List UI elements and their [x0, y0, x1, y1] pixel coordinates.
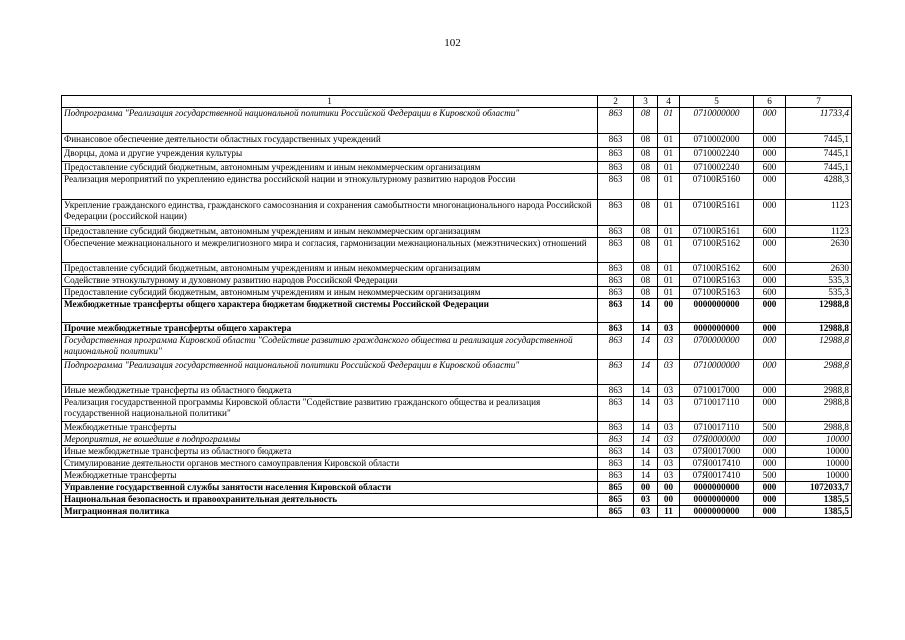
row-name-cell: Подпрограмма "Реализация государственной национальной политики Российской Федерации в Кировской области" — [62, 360, 598, 385]
row-admin-code-cell: 863 — [598, 335, 634, 360]
row-expense-type-cell: 000 — [754, 506, 786, 518]
row-target-article-cell: 07100R5163 — [680, 287, 754, 299]
table-row — [62, 108, 852, 134]
header-cell: 2 — [598, 96, 634, 108]
header-cell: 1 — [62, 96, 598, 108]
row-expense-type-cell: 000 — [754, 458, 786, 470]
row-subsection-cell: 03 — [658, 458, 680, 470]
row-name-cell: Содействие этнокультурному и духовному развитию народов Российской Федерации — [62, 275, 598, 287]
row-subsection-cell: 03 — [658, 323, 680, 335]
row-admin-code-cell: 863 — [598, 174, 634, 200]
row-expense-type-cell: 600 — [754, 287, 786, 299]
table-row — [62, 470, 852, 482]
row-subsection-cell: 01 — [658, 148, 680, 162]
row-amount-cell: 12988,8 — [786, 335, 852, 360]
row-section-cell: 08 — [634, 226, 658, 238]
header-cell: 7 — [786, 96, 852, 108]
header-cell: 3 — [634, 96, 658, 108]
row-admin-code-cell: 863 — [598, 287, 634, 299]
row-amount-cell: 10000 — [786, 458, 852, 470]
table-row — [62, 335, 852, 360]
row-target-article-cell: 07100R5161 — [680, 226, 754, 238]
row-subsection-cell: 01 — [658, 134, 680, 148]
row-amount-cell: 2988,8 — [786, 385, 852, 397]
table-row — [62, 385, 852, 397]
row-expense-type-cell: 000 — [754, 385, 786, 397]
row-target-article-cell: 07Я0017410 — [680, 470, 754, 482]
row-amount-cell: 4288,3 — [786, 174, 852, 200]
row-name-cell: Межбюджетные трансферты общего характера бюджетам бюджетной системы Российской Федерации — [62, 299, 598, 323]
row-admin-code-cell: 863 — [598, 470, 634, 482]
row-expense-type-cell: 000 — [754, 397, 786, 422]
row-target-article-cell: 0000000000 — [680, 482, 754, 494]
row-name-cell: Реализация государственной программы Кировской области "Содействие развитию гражданского общества и реализация государственной национальной политики" — [62, 397, 598, 422]
row-expense-type-cell: 000 — [754, 134, 786, 148]
row-target-article-cell: 07Я0000000 — [680, 434, 754, 446]
row-admin-code-cell: 865 — [598, 482, 634, 494]
table-row — [62, 482, 852, 494]
row-amount-cell: 10000 — [786, 446, 852, 458]
row-target-article-cell: 0710017110 — [680, 397, 754, 422]
row-name-cell: Национальная безопасность и правоохранительная деятельность — [62, 494, 598, 506]
row-target-article-cell: 0710017110 — [680, 422, 754, 434]
row-name-cell: Укрепление гражданского единства, гражданского самосознания и сохранения самобытности многонационального народа Российской Федерации (российской нации) — [62, 200, 598, 226]
row-section-cell: 14 — [634, 335, 658, 360]
row-target-article-cell: 07100R5161 — [680, 200, 754, 226]
table-row — [62, 275, 852, 287]
row-admin-code-cell: 863 — [598, 446, 634, 458]
row-name-cell: Иные межбюджетные трансферты из областного бюджета — [62, 446, 598, 458]
row-expense-type-cell: 000 — [754, 108, 786, 134]
row-expense-type-cell: 000 — [754, 434, 786, 446]
row-target-article-cell: 0000000000 — [680, 299, 754, 323]
row-expense-type-cell: 000 — [754, 174, 786, 200]
row-subsection-cell: 01 — [658, 226, 680, 238]
page-number: 102 — [444, 37, 461, 49]
row-name-cell: Дворцы, дома и другие учреждения культуры — [62, 148, 598, 162]
row-target-article-cell: 07100R5160 — [680, 174, 754, 200]
row-admin-code-cell: 863 — [598, 162, 634, 174]
row-amount-cell: 12988,8 — [786, 323, 852, 335]
table-row — [62, 226, 852, 238]
row-amount-cell: 2630 — [786, 238, 852, 263]
row-name-cell: Стимулирование деятельности органов местного самоуправления Кировской области — [62, 458, 598, 470]
row-target-article-cell: 0700000000 — [680, 335, 754, 360]
row-target-article-cell: 0710017000 — [680, 385, 754, 397]
row-expense-type-cell: 000 — [754, 360, 786, 385]
header-cell: 4 — [658, 96, 680, 108]
row-target-article-cell: 07100R5162 — [680, 263, 754, 275]
row-subsection-cell: 03 — [658, 422, 680, 434]
table-row — [62, 200, 852, 226]
row-section-cell: 08 — [634, 275, 658, 287]
row-section-cell: 14 — [634, 299, 658, 323]
table-row — [62, 434, 852, 446]
row-expense-type-cell: 500 — [754, 470, 786, 482]
row-amount-cell: 2630 — [786, 263, 852, 275]
row-subsection-cell: 03 — [658, 446, 680, 458]
row-admin-code-cell: 863 — [598, 299, 634, 323]
row-name-cell: Прочие межбюджетные трансферты общего характера — [62, 323, 598, 335]
row-target-article-cell: 0710000000 — [680, 108, 754, 134]
row-admin-code-cell: 863 — [598, 323, 634, 335]
table-row — [62, 174, 852, 200]
row-amount-cell: 535,3 — [786, 287, 852, 299]
row-name-cell: Миграционная политика — [62, 506, 598, 518]
row-section-cell: 14 — [634, 323, 658, 335]
row-expense-type-cell: 600 — [754, 263, 786, 275]
row-section-cell: 14 — [634, 360, 658, 385]
row-subsection-cell: 11 — [658, 506, 680, 518]
row-expense-type-cell: 600 — [754, 226, 786, 238]
row-amount-cell: 7445,1 — [786, 134, 852, 148]
table-row — [62, 323, 852, 335]
table-row — [62, 506, 852, 518]
table-header-row — [62, 96, 852, 108]
row-expense-type-cell: 500 — [754, 422, 786, 434]
row-admin-code-cell: 863 — [598, 422, 634, 434]
row-amount-cell: 10000 — [786, 434, 852, 446]
row-name-cell: Подпрограмма "Реализация государственной национальной политики Российской Федерации в Кировской области" — [62, 108, 598, 134]
row-section-cell: 08 — [634, 162, 658, 174]
row-target-article-cell: 07100R5163 — [680, 275, 754, 287]
table-row — [62, 238, 852, 263]
row-target-article-cell: 0710000000 — [680, 360, 754, 385]
row-name-cell: Предоставление субсидий бюджетным, автономным учреждениям и иным некоммерческим организациям — [62, 226, 598, 238]
row-name-cell: Обеспечение межнационального и межрелигиозного мира и согласия, гармонизации межнациональных (межэтнических) отношений — [62, 238, 598, 263]
row-subsection-cell: 01 — [658, 263, 680, 275]
row-section-cell: 08 — [634, 263, 658, 275]
row-section-cell: 08 — [634, 287, 658, 299]
row-target-article-cell: 0000000000 — [680, 323, 754, 335]
table-row — [62, 148, 852, 162]
table-row — [62, 162, 852, 174]
row-section-cell: 03 — [634, 494, 658, 506]
row-section-cell: 08 — [634, 134, 658, 148]
row-target-article-cell: 07100R5162 — [680, 238, 754, 263]
row-amount-cell: 2988,8 — [786, 360, 852, 385]
row-expense-type-cell: 000 — [754, 323, 786, 335]
row-name-cell: Финансовое обеспечение деятельности областных государственных учреждений — [62, 134, 598, 148]
row-admin-code-cell: 863 — [598, 385, 634, 397]
row-target-article-cell: 0000000000 — [680, 494, 754, 506]
header-cell: 5 — [680, 96, 754, 108]
row-subsection-cell: 03 — [658, 434, 680, 446]
row-subsection-cell: 01 — [658, 162, 680, 174]
row-subsection-cell: 01 — [658, 238, 680, 263]
header-cell: 6 — [754, 96, 786, 108]
budget-table — [61, 95, 852, 518]
row-admin-code-cell: 863 — [598, 238, 634, 263]
row-expense-type-cell: 000 — [754, 238, 786, 263]
row-name-cell: Предоставление субсидий бюджетным, автономным учреждениям и иным некоммерческим организациям — [62, 162, 598, 174]
row-amount-cell: 1072033,7 — [786, 482, 852, 494]
table-row — [62, 422, 852, 434]
table-row — [62, 458, 852, 470]
row-expense-type-cell: 000 — [754, 200, 786, 226]
row-target-article-cell: 07Я0017410 — [680, 458, 754, 470]
row-subsection-cell: 00 — [658, 299, 680, 323]
row-amount-cell: 535,3 — [786, 275, 852, 287]
row-admin-code-cell: 863 — [598, 263, 634, 275]
row-amount-cell: 7445,1 — [786, 148, 852, 162]
row-section-cell: 14 — [634, 434, 658, 446]
row-amount-cell: 1123 — [786, 226, 852, 238]
row-target-article-cell: 0710002240 — [680, 162, 754, 174]
row-amount-cell: 2988,8 — [786, 397, 852, 422]
table-row — [62, 360, 852, 385]
row-section-cell: 14 — [634, 446, 658, 458]
row-subsection-cell: 01 — [658, 108, 680, 134]
row-subsection-cell: 03 — [658, 335, 680, 360]
row-name-cell: Предоставление субсидий бюджетным, автономным учреждениям и иным некоммерческим организациям — [62, 263, 598, 275]
row-admin-code-cell: 865 — [598, 494, 634, 506]
row-name-cell: Государственная программа Кировской области "Содействие развитию гражданского общества и реализация государственной национальной политики" — [62, 335, 598, 360]
row-subsection-cell: 01 — [658, 200, 680, 226]
table-row — [62, 134, 852, 148]
row-section-cell: 14 — [634, 458, 658, 470]
row-section-cell: 08 — [634, 238, 658, 263]
row-admin-code-cell: 863 — [598, 434, 634, 446]
row-name-cell: Межбюджетные трансферты — [62, 422, 598, 434]
row-subsection-cell: 01 — [658, 174, 680, 200]
row-name-cell: Иные межбюджетные трансферты из областного бюджета — [62, 385, 598, 397]
row-section-cell: 03 — [634, 506, 658, 518]
row-expense-type-cell: 000 — [754, 494, 786, 506]
row-name-cell: Мероприятия, не вошедшие в подпрограммы — [62, 434, 598, 446]
row-section-cell: 00 — [634, 482, 658, 494]
row-amount-cell: 1123 — [786, 200, 852, 226]
row-target-article-cell: 0710002240 — [680, 148, 754, 162]
row-section-cell: 14 — [634, 397, 658, 422]
row-expense-type-cell: 000 — [754, 482, 786, 494]
table-row — [62, 299, 852, 323]
row-subsection-cell: 01 — [658, 275, 680, 287]
row-subsection-cell: 00 — [658, 494, 680, 506]
row-admin-code-cell: 863 — [598, 275, 634, 287]
table-row — [62, 263, 852, 275]
row-subsection-cell: 03 — [658, 397, 680, 422]
table-row — [62, 287, 852, 299]
row-expense-type-cell: 600 — [754, 162, 786, 174]
row-expense-type-cell: 000 — [754, 335, 786, 360]
row-section-cell: 14 — [634, 385, 658, 397]
row-subsection-cell: 03 — [658, 360, 680, 385]
row-target-article-cell: 07Я0017000 — [680, 446, 754, 458]
row-subsection-cell: 01 — [658, 287, 680, 299]
row-amount-cell: 1385,5 — [786, 494, 852, 506]
table-row — [62, 446, 852, 458]
row-section-cell: 14 — [634, 470, 658, 482]
row-subsection-cell: 03 — [658, 470, 680, 482]
row-section-cell: 08 — [634, 174, 658, 200]
row-expense-type-cell: 000 — [754, 275, 786, 287]
row-amount-cell: 7445,1 — [786, 162, 852, 174]
row-name-cell: Реализация мероприятий по укреплению единства российской нации и этнокультурному развитию народов России — [62, 174, 598, 200]
row-admin-code-cell: 863 — [598, 134, 634, 148]
row-target-article-cell: 0000000000 — [680, 506, 754, 518]
row-amount-cell: 10000 — [786, 470, 852, 482]
row-section-cell: 08 — [634, 108, 658, 134]
row-admin-code-cell: 863 — [598, 360, 634, 385]
row-expense-type-cell: 000 — [754, 446, 786, 458]
table-row — [62, 494, 852, 506]
row-section-cell: 08 — [634, 200, 658, 226]
row-admin-code-cell: 863 — [598, 200, 634, 226]
row-target-article-cell: 0710002000 — [680, 134, 754, 148]
row-section-cell: 14 — [634, 422, 658, 434]
row-admin-code-cell: 863 — [598, 226, 634, 238]
row-admin-code-cell: 865 — [598, 506, 634, 518]
table-row — [62, 397, 852, 422]
row-admin-code-cell: 863 — [598, 458, 634, 470]
row-admin-code-cell: 863 — [598, 397, 634, 422]
row-expense-type-cell: 000 — [754, 299, 786, 323]
row-name-cell: Предоставление субсидий бюджетным, автономным учреждениям и иным некоммерческим организациям — [62, 287, 598, 299]
row-name-cell: Межбюджетные трансферты — [62, 470, 598, 482]
row-amount-cell: 2988,8 — [786, 422, 852, 434]
row-amount-cell: 1385,5 — [786, 506, 852, 518]
row-admin-code-cell: 863 — [598, 108, 634, 134]
row-subsection-cell: 00 — [658, 482, 680, 494]
row-amount-cell: 11733,4 — [786, 108, 852, 134]
row-amount-cell: 12988,8 — [786, 299, 852, 323]
row-section-cell: 08 — [634, 148, 658, 162]
row-subsection-cell: 03 — [658, 385, 680, 397]
row-admin-code-cell: 863 — [598, 148, 634, 162]
row-expense-type-cell: 000 — [754, 148, 786, 162]
row-name-cell: Управление государственной службы занятости населения Кировской области — [62, 482, 598, 494]
